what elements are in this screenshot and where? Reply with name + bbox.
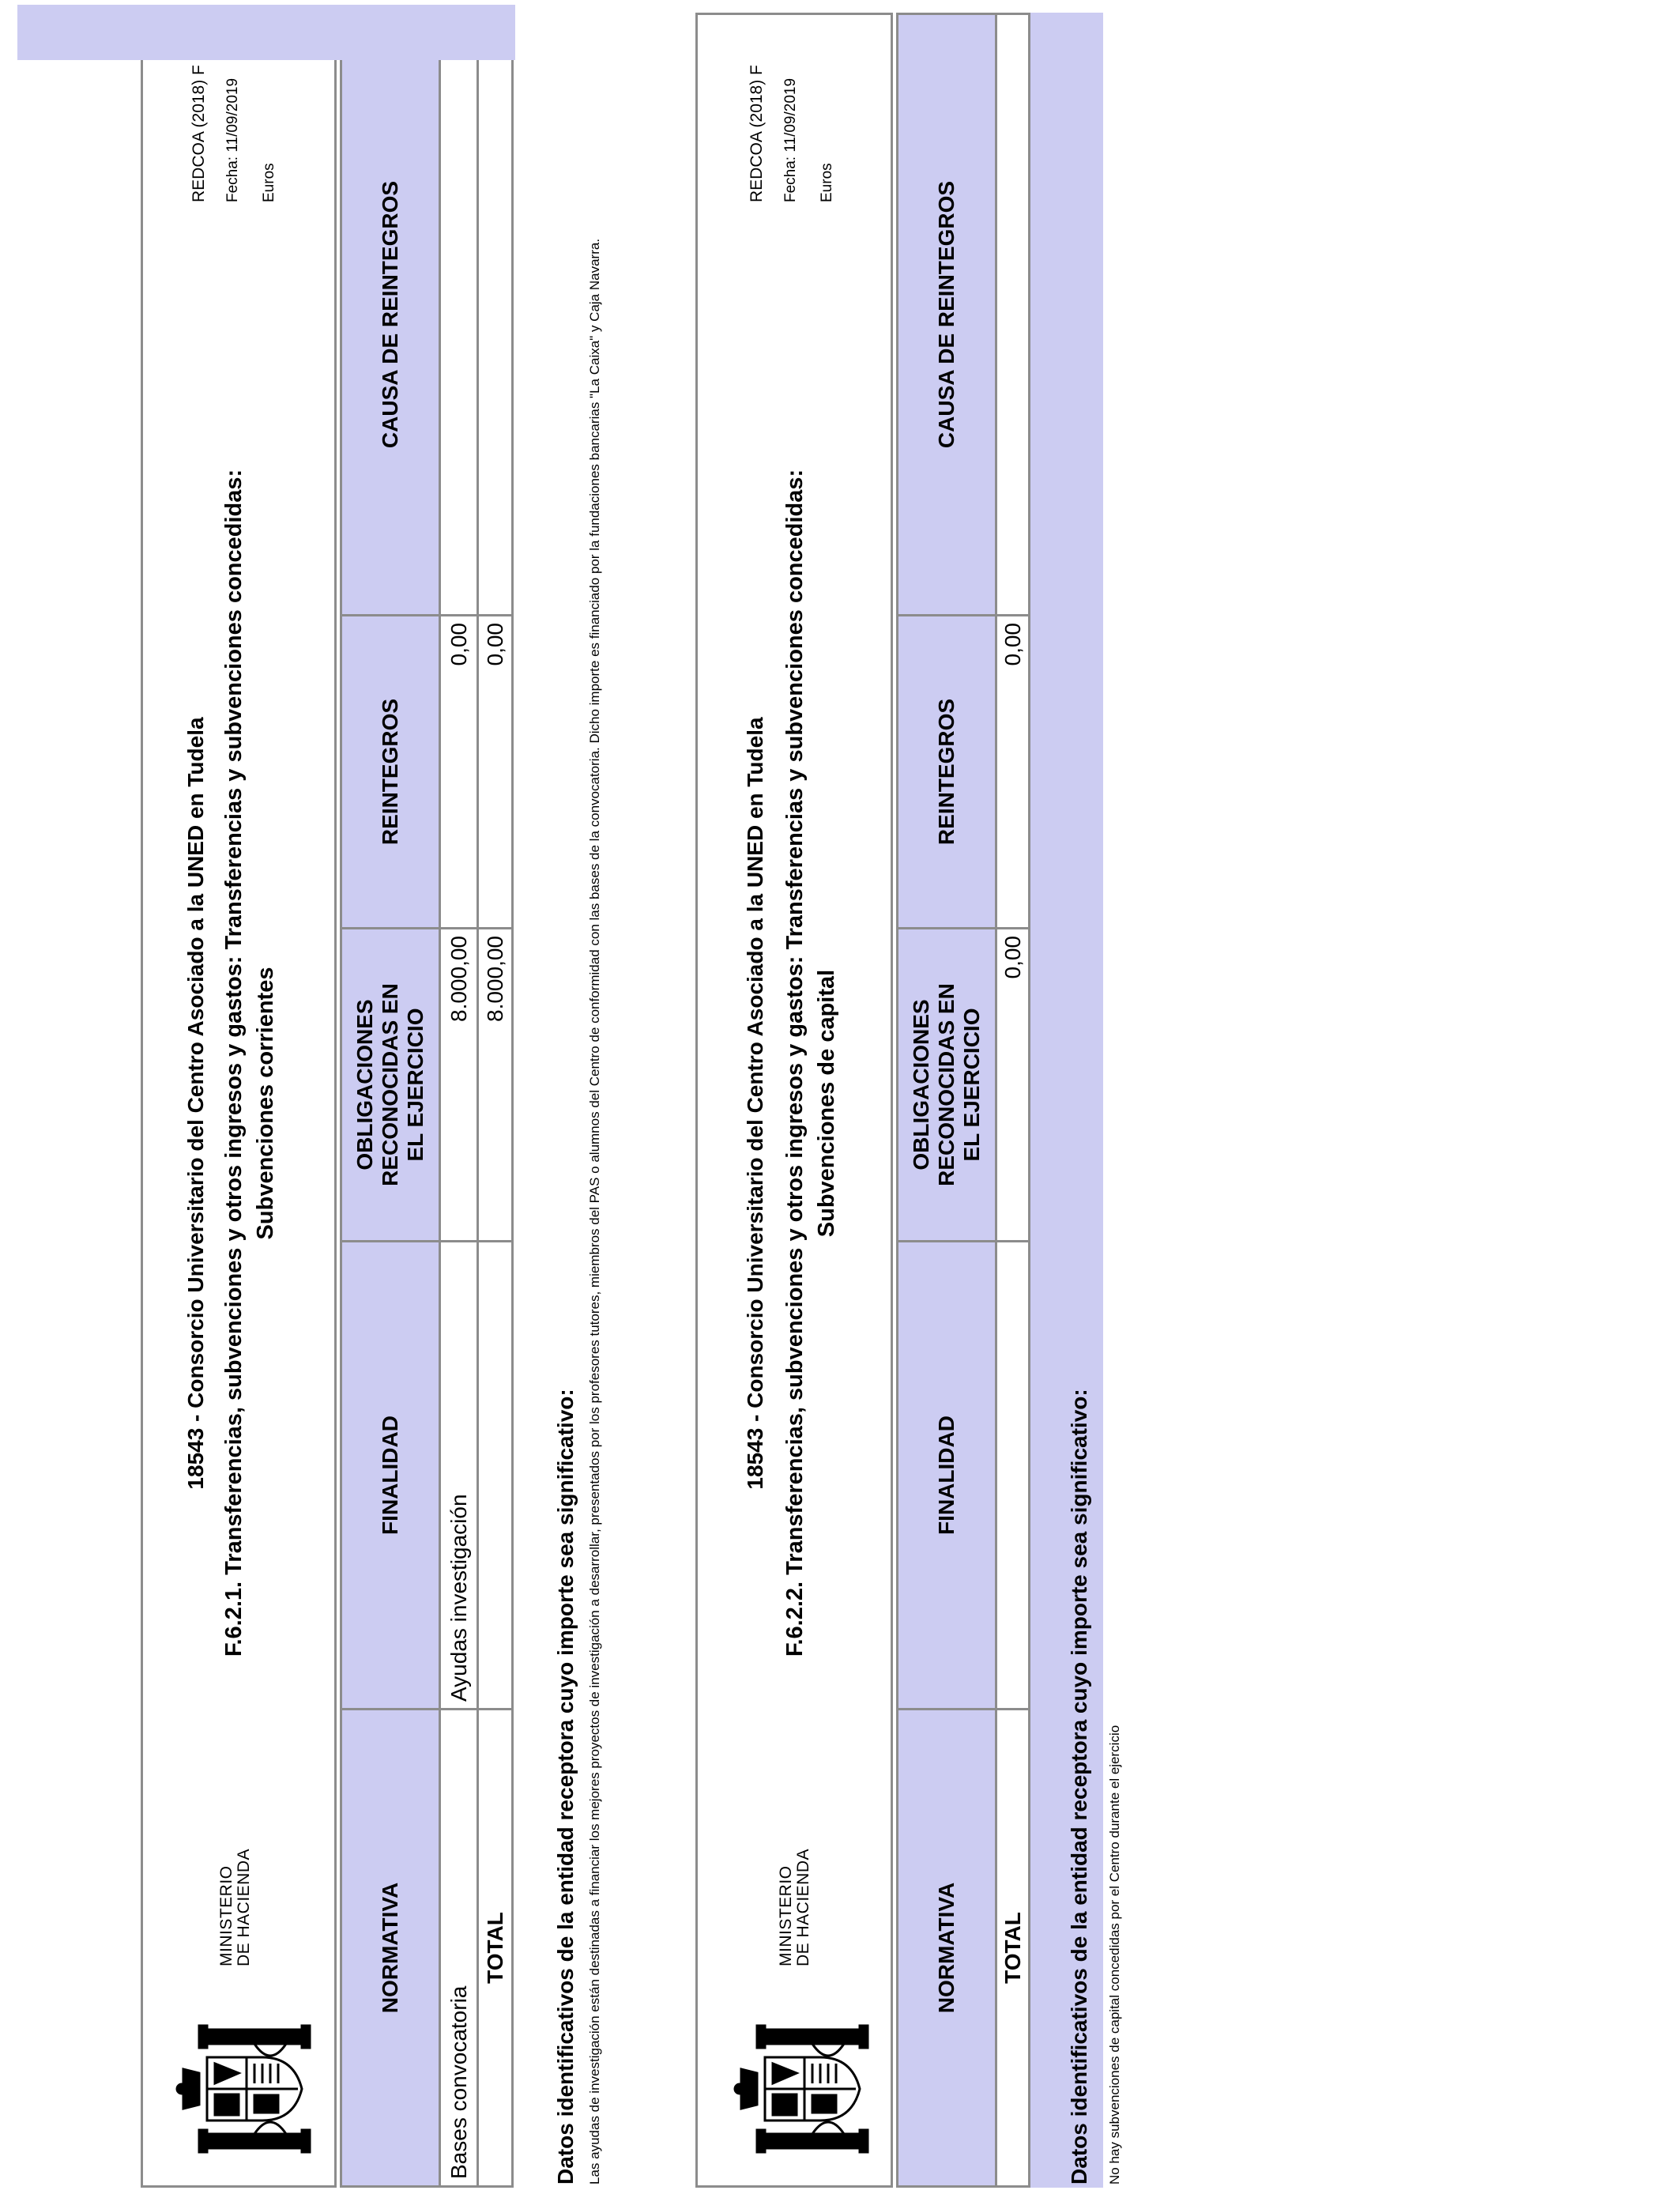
total-label: TOTAL [477, 1708, 511, 2185]
col-reintegros-header: REINTEGROS [898, 614, 995, 927]
col-causa-header: CAUSA DE REINTEGROS [342, 15, 439, 614]
total-obligaciones: 8.000,00 [477, 927, 511, 1240]
total-reintegros: 0,00 [995, 614, 1028, 927]
section2-subtitle: F.6.2.2. Transferencias, subvenciones y otros ingresos y gastos: Transferencias y subvenciones concedidas: [782, 469, 808, 1657]
total-finalidad-empty [477, 1240, 511, 1708]
total-causa-empty [995, 15, 1028, 614]
section2-datos-title: Datos identificativos de la entidad receptora cuyo importe sea significativo: [1067, 1389, 1091, 2185]
total-causa-empty [477, 15, 511, 614]
total-finalidad-empty [995, 1240, 1028, 1708]
ministry-line1: MINISTERIO [217, 1865, 235, 1966]
section1-report-code: REDCOA (2018) F [190, 65, 208, 202]
section2-subtitle2: Subvenciones de capital [814, 969, 839, 1238]
section1-title: 18543 - Consorcio Universitario del Centro Asociado a la UNED en Tudela [183, 717, 208, 1490]
section1-report-unit: Euros [261, 163, 277, 202]
row1-reintegros: 0,00 [439, 614, 477, 927]
row1-obligaciones: 8.000,00 [439, 927, 477, 1240]
section2-datos-text: No hay subvenciones de capital concedidas por el Centro durante el ejercicio [1107, 1725, 1122, 2185]
section2-table [896, 13, 1030, 2188]
coat-of-arms-icon [175, 2022, 315, 2156]
section1-table [340, 13, 514, 2188]
section2-report-unit: Euros [819, 163, 835, 202]
col-obligaciones-header: OBLIGACIONES RECONOCIDAS EN EL EJERCICIO [898, 927, 995, 1240]
col-causa-header: CAUSA DE REINTEGROS [898, 15, 995, 614]
section1-report-date: Fecha: 11/09/2019 [224, 77, 241, 202]
ministry-name-2 [778, 1849, 812, 1966]
section1-datos-text: Las ayudas de investigación están destinadas a financiar los mejores proyectos de investigación a desarrollar, presentados por los profesores tutores, miembros del PAS o alumnos del Centro de conformidad con las bases de la convocatoria. Dicho importe es financiado por la fundaciones bancarias "La Caixa" y Caja Navarra. [587, 238, 602, 2185]
row1-normativa: Bases convocatoria [439, 1708, 477, 2185]
section1-subtitle: F.6.2.1. Transferencias, subvenciones y otros ingresos y gastos: Transferencias y subvenciones concedidas: [221, 469, 247, 1657]
col-finalidad-header: FINALIDAD [898, 1240, 995, 1708]
ministry-line2: DE HACIENDA [235, 1848, 253, 1966]
coat-of-arms-icon [733, 2022, 872, 2156]
col-finalidad-header: FINALIDAD [342, 1240, 439, 1708]
col-reintegros-header: REINTEGROS [342, 614, 439, 927]
ministry-name [218, 1849, 253, 1966]
total-label: TOTAL [995, 1708, 1028, 2185]
section1-side-band [17, 5, 515, 60]
row1-finalidad: Ayudas investigación [439, 1240, 477, 1708]
section2-report-code: REDCOA (2018) F [748, 65, 766, 202]
section2-title: 18543 - Consorcio Universitario del Centro Asociado a la UNED en Tudela [743, 717, 767, 1490]
section1-datos-title: Datos identificativos de la entidad receptora cuyo importe sea significativo: [553, 1389, 578, 2185]
col-obligaciones-header: OBLIGACIONES RECONOCIDAS EN EL EJERCICIO [342, 927, 439, 1240]
section1-subtitle2: Subvenciones corrientes [253, 967, 278, 1240]
total-reintegros: 0,00 [477, 614, 511, 927]
row1-causa [439, 15, 477, 614]
ministry-line1: MINISTERIO [777, 1865, 795, 1966]
section2-report-date: Fecha: 11/09/2019 [782, 77, 799, 202]
total-obligaciones: 0,00 [995, 927, 1028, 1240]
ministry-line2: DE HACIENDA [794, 1848, 812, 1966]
col-normativa-header: NORMATIVA [898, 1708, 995, 2185]
col-normativa-header: NORMATIVA [342, 1708, 439, 2185]
